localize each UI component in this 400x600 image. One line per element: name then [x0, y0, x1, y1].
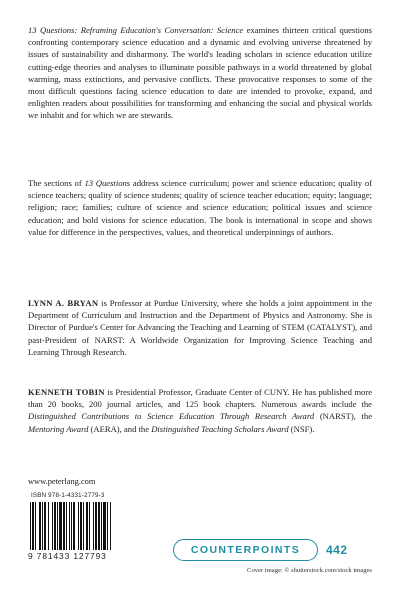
series-number: 442 [326, 543, 348, 557]
barcode-bar [107, 502, 108, 550]
award-mentoring: Mentoring Award [28, 423, 89, 434]
barcode-bar [110, 502, 111, 550]
bio-tobin-text-a: is Presidential Professor, Graduate Center of CUNY. He has published more than 20 books, 200 journal articles, and 125 book chapters. Numerous awards include the [28, 387, 373, 410]
barcode-bar [52, 502, 53, 550]
barcode-bar [73, 502, 75, 550]
bio-bryan [28, 297, 372, 358]
barcode-icon [28, 502, 134, 552]
barcode-bar [98, 502, 100, 550]
barcode-bar [42, 502, 43, 550]
cover-image-credit: Cover image: © shutterstock.com/stock images [247, 567, 372, 574]
award-teaching: Distinguished Teaching Scholars Award [151, 423, 289, 434]
barcode-bar [54, 502, 56, 550]
sections-text: address science curriculum; power and science education; quality of science teachers; quality of science students; quality of science teacher education; equity; language; religion; race; families; culture of science and science education; political issues and science education; and bold visions for science education. The book is international in scope and shows value for difference in the perspectives, values, and theoretical underpinnings of authors. [28, 178, 372, 237]
barcode-bar [78, 502, 79, 550]
barcode-bar [48, 502, 49, 550]
barcode-bar [35, 502, 36, 550]
barcode-bar [95, 502, 97, 550]
author-name-bryan: LYNN A. BRYAN [28, 298, 99, 308]
intro-text: examines thirteen critical questions confronting contemporary science education and a dynamic and evolving universe threatened by issues of sustainability and disharmony. The world's leading scholars in science education utilize cutting-edge theories and analyses to illuminate possible pathways in a world threatened by global warming, mass extinctions, and pervasive conflicts. These provocative responses to some of the most difficult questions facing science education to date are intended to provoke, expand, and enlighten readers about possibilities for transforming and enhancing the social and physical worlds we inhabit and for which we are stewards. [28, 25, 372, 121]
sections-lead: The sections of [28, 178, 85, 188]
counterpoints-logo [173, 539, 318, 561]
book-title: 13 Questions: Reframing Education's Conversation: Science [28, 25, 244, 35]
barcode-bar [80, 502, 82, 550]
sections-title: 13 Questions [84, 178, 131, 188]
barcode-bar [32, 502, 34, 550]
bio-bryan-text: is Professor at Purdue University, where she holds a joint appointment in the Department of Curriculum and Instruction and the Department of Physics and Astronomy. She is Director of Purdue's Center for Advancing the Teaching and Learning of STEM (CATALYST), and past-President of NARST: A Worldwide Organization for Improving Science Teaching and Learning Through Research. [28, 298, 373, 357]
barcode-bar [57, 502, 58, 550]
bio-tobin [28, 386, 372, 435]
barcode-bar [101, 502, 102, 550]
barcode-bar [44, 502, 46, 550]
barcode-bar [83, 502, 84, 550]
barcode-bar [66, 502, 67, 550]
sections-paragraph [28, 177, 372, 238]
barcode-bar [103, 502, 106, 550]
barcode-bar [86, 502, 88, 550]
barcode-bar [93, 502, 94, 550]
isbn-barcode [28, 492, 138, 570]
bio-tobin-text-c: (AERA), and the [88, 423, 152, 434]
barcode-bar [71, 502, 72, 550]
barcode-digits: 9 781433 127793 [28, 551, 107, 561]
intro-paragraph [28, 24, 372, 122]
barcode-bar [89, 502, 90, 550]
barcode-bar [63, 502, 65, 550]
author-name-tobin: KENNETH TOBIN [28, 387, 105, 397]
series-logo-text: COUNTERPOINTS [190, 544, 301, 556]
barcode-bar [69, 502, 70, 550]
bio-tobin-text-b: (NARST), the [314, 411, 373, 422]
bio-tobin-text-d: (NSF). [288, 423, 315, 434]
barcode-bar [30, 502, 31, 550]
award-research: Distinguished Contributions to Science Education Through Research Award [28, 411, 315, 422]
publisher-website[interactable]: www.peterlang.com [28, 477, 96, 486]
barcode-bar [39, 502, 41, 550]
isbn-label: ISBN 978-1-4331-2779-3 [31, 492, 105, 499]
barcode-bar [59, 502, 62, 550]
